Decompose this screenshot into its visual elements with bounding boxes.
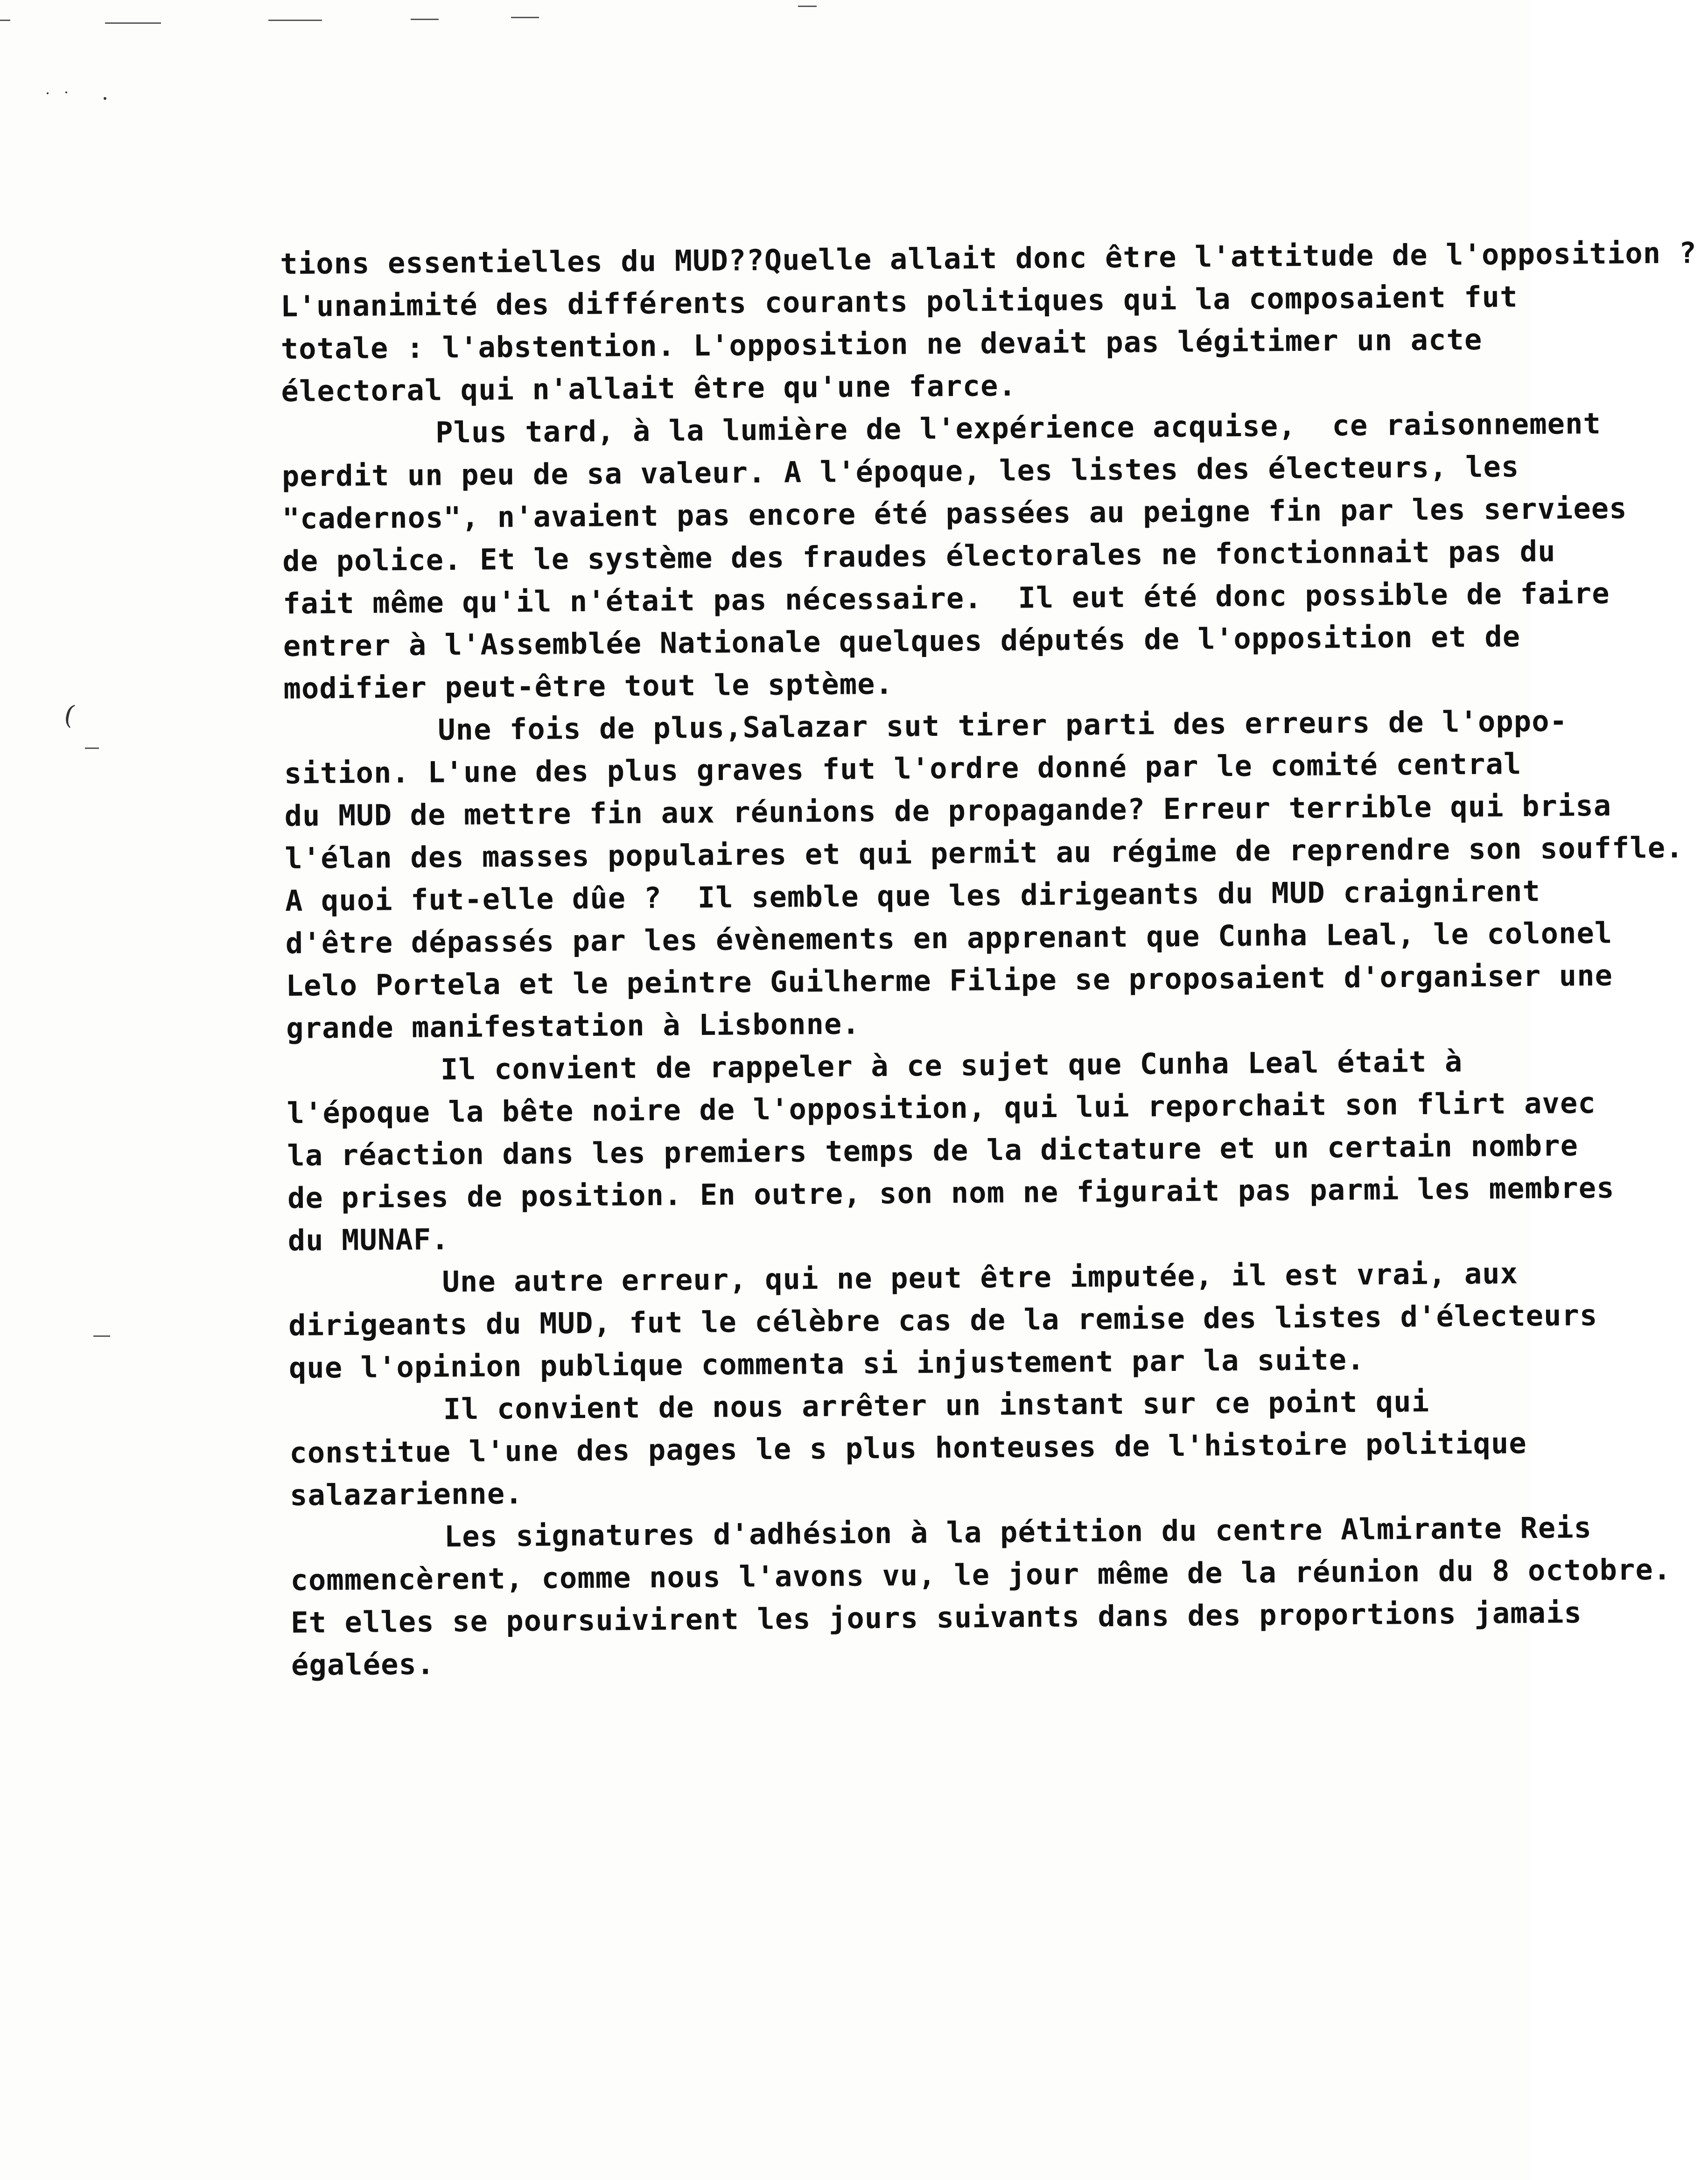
scan-dot: [47, 92, 49, 94]
text-line: grande manifestation à Lisbonne.: [286, 1006, 861, 1045]
text-line: totale : l'abstention. L'opposition ne devait pas légitimer un acte: [280, 322, 1483, 366]
text-line: dirigeants du MUD, fut le célèbre cas de la remise des listes d'électeurs: [288, 1298, 1598, 1342]
text-line: l'époque la bête noire de l'opposition, qui lui reporchait son flirt avec: [287, 1085, 1596, 1130]
text-line: "cadernos", n'avaient pas encore été passées au peigne fin par les serviees: [282, 491, 1627, 536]
text-line: Lelo Portela et le peintre Guilherme Filipe se proposaient d'organiser une: [286, 958, 1613, 1003]
margin-dash-mark: [85, 748, 99, 749]
text-line: de police. Et le système des fraudes électorales ne fonctionnait pas du: [282, 534, 1556, 578]
text-line: d'être dépassés par les évènements en apprenant que Cunha Leal, le colonel: [285, 915, 1613, 960]
text-line: Et elles se poursuivirent les jours suivants dans des proportions jamais: [290, 1595, 1582, 1640]
scan-mark: [105, 22, 161, 24]
text-line: L'unanimité des différents courants politiques qui la composaient fut: [280, 279, 1518, 323]
text-line: constitue l'une des pages le s plus honteuses de l'histoire politique: [289, 1426, 1527, 1470]
text-line: salazarienne.: [289, 1476, 523, 1512]
scan-dot: [104, 97, 106, 100]
text-line: perdit un peu de sa valeur. A l'époque, les listes des électeurs, les: [281, 449, 1519, 493]
text-line: sition. L'une des plus graves fut l'ordre donné par le comité central: [284, 747, 1522, 790]
scan-mark: [798, 6, 817, 7]
text-line: de prises de position. En outre, son nom ne figurait pas parmi les membres: [287, 1170, 1615, 1215]
text-line: l'élan des masses populaires et qui permit au régime de reprendre son souffle.: [285, 830, 1684, 875]
text-line: que l'opinion publique commenta si injustement par la suite.: [288, 1342, 1365, 1385]
text-line: égalées.: [291, 1647, 435, 1682]
text-line: entrer à l'Assemblée Nationale quelques députés de l'opposition et de: [283, 619, 1521, 663]
text-line: commencèrent, comme nous l'avons vu, le jour même de la réunion du 8 octobre.: [290, 1552, 1672, 1597]
scan-mark: [411, 19, 439, 20]
text-line: Il convient de rappeler à ce sujet que Cunha Leal était à: [440, 1044, 1463, 1087]
text-line: Plus tard, à la lumière de l'expérience acquise, ce raisonnement: [435, 406, 1602, 450]
text-line: fait même qu'il n'était pas nécessaire. Il eut été donc possible de faire: [282, 576, 1610, 621]
text-line: A quoi fut-elle dûe ? Il semble que les dirigeants du MUD craignirent: [285, 873, 1541, 918]
scan-dot: [65, 91, 67, 93]
text-line: Une autre erreur, qui ne peut être imputée, il est vrai, aux: [442, 1256, 1519, 1299]
scan-mark: [511, 17, 539, 18]
scan-mark: [268, 20, 322, 21]
body-text: [280, 233, 1697, 1686]
text-line: électoral qui n'allait être qu'une farce.: [281, 368, 1017, 408]
text-line: Les signatures d'adhésion à la pétition du centre Almirante Reis: [444, 1510, 1592, 1554]
text-line: la réaction dans les premiers temps de la dictature et un certain nombre: [287, 1128, 1579, 1173]
text-line: Il convient de nous arrêter un instant sur ce point qui: [443, 1384, 1430, 1426]
margin-paren-mark: (: [61, 699, 78, 731]
text-line: tions essentielles du MUD??Quelle allait donc être l'attitude de l'opposition ?: [280, 236, 1697, 281]
text-line: du MUD de mettre fin aux réunions de propagande? Erreur terrible qui brisa: [284, 788, 1612, 833]
text-line: du MUNAF.: [287, 1222, 449, 1258]
scan-mark: [0, 20, 10, 21]
text-line: Une fois de plus,Salazar sut tirer parti des erreurs de l'oppo-: [437, 704, 1568, 747]
margin-dash-mark: [93, 1335, 110, 1337]
text-line: modifier peut-être tout le sptème.: [283, 666, 894, 706]
